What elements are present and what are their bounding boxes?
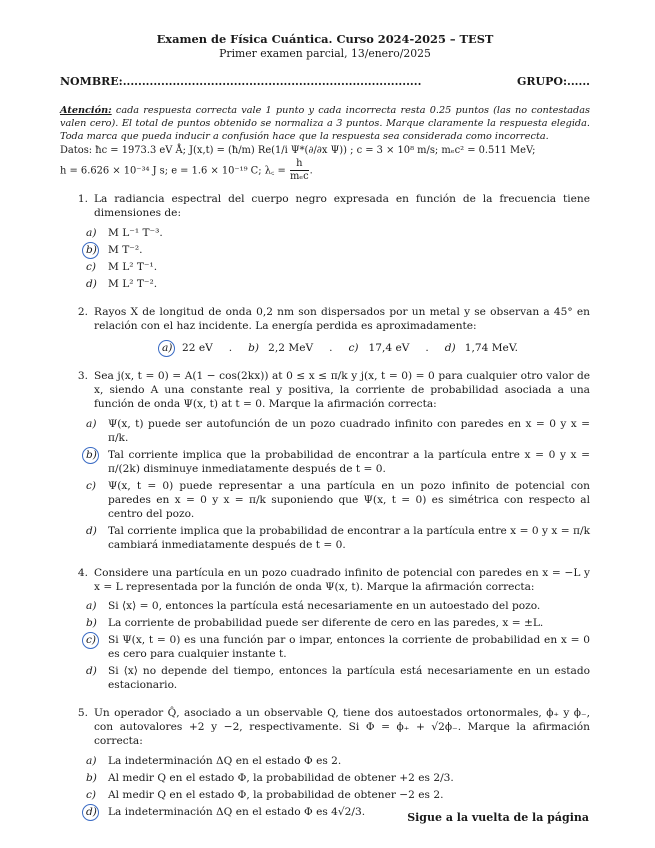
- option-d[interactable]: [86, 665, 590, 693]
- data-line-2-text: h = 6.626 × 10⁻³⁴ J s; e = 1.6 × 10⁻¹⁹ C; λ꜀ =: [60, 165, 289, 177]
- option-c[interactable]: [86, 261, 590, 275]
- option-label: a): [86, 600, 97, 613]
- option-label[interactable]: c): [348, 341, 359, 354]
- option-text: Al medir Q en el estado Φ, la probabilidad de obtener +2 es 2/3.: [108, 772, 454, 785]
- option-label: a): [86, 227, 97, 240]
- question-number: 4.: [77, 566, 88, 579]
- data-line-2: h = 6.626 × 10⁻³⁴ J s; e = 1.6 × 10⁻¹⁹ C; λ꜀ = $\frac{h}{\text{mₑc}}$ .: [60, 158, 313, 183]
- option-label-selected: b): [86, 449, 108, 477]
- options-inline: a) 22 eV . b) 2,2 MeV . c) 17,4 eV . d) 1,74 MeV.: [161, 341, 518, 354]
- question-3: [60, 370, 590, 553]
- option-label: d): [86, 665, 97, 678]
- question-4: [60, 567, 590, 694]
- option-text: Si ⟨x⟩ no depende del tiempo, entonces la partícula está necesariamente en un estado estacionario.: [108, 665, 590, 692]
- option-label: a): [86, 755, 97, 768]
- options-list: [86, 600, 590, 693]
- option-text: Al medir Q en el estado Φ, la probabilidad de obtener −2 es 2.: [108, 789, 444, 802]
- option-text: La corriente de probabilidad puede ser diferente de cero en las paredes, x = ±L.: [108, 617, 544, 630]
- option-label: a): [86, 417, 97, 430]
- option-text: Tal corriente implica que la probabilidad de encontrar a la partícula entre x = 0 y x = π/k cambiará inmediatamente después de t = 0.: [108, 524, 590, 551]
- question-5: [60, 707, 590, 820]
- page-footer: Sigue a la vuelta de la página: [407, 811, 589, 824]
- option-text: Ψ(x, t) puede ser autofunción de un pozo cuadrado infinito con paredes en x = 0 y x = π/k.: [108, 417, 590, 444]
- exam-page: [60, 32, 590, 823]
- option-text: 2,2 MeV: [268, 341, 314, 354]
- question-text: Rayos X de longitud de onda 0,2 nm son dispersados por un metal y se observan a 45° en relación con el haz incidente. La energía perdida es aproximadamente:: [94, 306, 590, 332]
- option-text: Tal corriente implica que la probabilidad de encontrar a la partícula entre x = 0 y x = π/(2k) disminuye inmediatamente después de t = 0.: [108, 448, 590, 475]
- option-text: Ψ(x, t = 0) puede representar a una partícula en un pozo infinito de potencial con paredes en x = 0 y x = π/k suponiendo que Ψ(x, t = 0) es simétrica con respecto al centro del pozo.: [108, 479, 590, 520]
- option-d[interactable]: [86, 525, 590, 553]
- option-b[interactable]: [86, 617, 590, 631]
- option-b[interactable]: [86, 449, 590, 477]
- question-1: [60, 193, 590, 292]
- attention-label: Atención:: [60, 104, 112, 116]
- option-text: 22 eV: [181, 341, 213, 354]
- instructions: [60, 104, 590, 144]
- option-b[interactable]: [86, 244, 590, 258]
- option-label: b): [86, 617, 97, 630]
- question-number: 3.: [77, 369, 88, 382]
- option-label: d): [86, 278, 97, 291]
- option-label-selected: b): [86, 244, 108, 258]
- instructions-text: cada respuesta correcta vale 1 punto y cada incorrecta resta 0.25 puntos (las no contestadas valen cero). El total de puntos obtenido se normaliza a 3 puntos. Marque claramente la respuesta elegida. Toda marca que pueda inducir a confusión hace que la respuesta sea considerada como incorrecta.: [60, 104, 590, 143]
- option-label: c): [86, 789, 97, 802]
- option-label: c): [86, 261, 97, 274]
- option-d[interactable]: [86, 278, 590, 292]
- option-a[interactable]: [86, 227, 590, 241]
- option-text: Si ⟨x⟩ = 0, entonces la partícula está necesariamente en un autoestado del pozo.: [108, 600, 541, 613]
- option-label: c): [86, 479, 97, 492]
- group-field[interactable]: GRUPO:......: [516, 75, 590, 89]
- option-text: La indeterminación ΔQ en el estado Φ es 4√2/3.: [108, 806, 366, 819]
- option-text: Si Ψ(x, t = 0) es una función par o impar, entonces la corriente de probabilidad en x = 0 es cero para cualquier instante t.: [108, 634, 590, 661]
- option-c[interactable]: [86, 634, 590, 662]
- option-text: 17,4 eV: [368, 341, 410, 354]
- compton-fraction: [290, 159, 309, 183]
- name-field[interactable]: NOMBRE:..............................................................................: [60, 75, 422, 89]
- question-2: [60, 306, 590, 356]
- option-a[interactable]: [86, 755, 590, 769]
- option-text: 1,74 MeV.: [464, 341, 518, 354]
- option-label[interactable]: d): [444, 341, 456, 354]
- option-text: M L⁻¹ T⁻³.: [108, 227, 163, 240]
- option-a[interactable]: [86, 600, 590, 614]
- name-group-row: [60, 75, 590, 90]
- option-label: b): [86, 772, 97, 785]
- option-label: d): [86, 524, 97, 537]
- question-text: Considere una partícula en un pozo cuadrado infinito de potencial con paredes en x = −L y x = L representada por la función de onda Ψ(x, t). Marque la afirmación correcta:: [94, 566, 590, 593]
- question-number: 5.: [77, 707, 88, 720]
- data-line-1: Datos: ħc = 1973.3 eV Å; J(x,t) = (ħ/m) Re(1/i Ψ*(∂/∂x Ψ)) ; c = 3 × 10⁸ m/s; mₑc² = 0.511 MeV;: [60, 145, 536, 157]
- option-text: M L² T⁻¹.: [108, 261, 158, 274]
- option-text: La indeterminación ΔQ en el estado Φ es 2.: [108, 755, 342, 768]
- options-list: [86, 227, 590, 292]
- option-text: M T⁻².: [108, 244, 143, 257]
- option-c[interactable]: [86, 480, 590, 522]
- option-c[interactable]: [86, 789, 590, 803]
- option-label-selected: d): [86, 806, 108, 820]
- exam-subtitle: Primer examen parcial, 13/enero/2025: [219, 47, 431, 61]
- question-text: Sea j(x, t = 0) = A(1 − cos(2kx)) at 0 ≤ x ≤ π/k y j(x, t = 0) = 0 para cualquier otro valor de x, siendo A una constante real y positiva, la corriente de probabilidad asociada a una función de onda Ψ(x, t) at t = 0. Marque la afirmación correcta:: [94, 369, 590, 410]
- question-number: 2.: [77, 306, 88, 319]
- exam-title: Examen de Física Cuántica. Curso 2024-2025 – TEST: [156, 32, 494, 46]
- options-list: [86, 418, 590, 553]
- question-text: Un operador Q̂, asociado a un observable Q, tiene dos autoestados ortonormales, ϕ₊ y ϕ₋, con autovalores +2 y −2, respectivamente. Si Φ = ϕ₊ + √2ϕ₋. Marque la afirmación correcta:: [94, 707, 590, 748]
- option-label-selected: c): [86, 634, 108, 662]
- option-text: M L² T⁻².: [108, 278, 158, 291]
- option-a[interactable]: [86, 418, 590, 446]
- fraction-numerator: h: [290, 159, 309, 171]
- fraction-denominator: mₑc: [289, 171, 309, 183]
- question-text: La radiancia espectral del cuerpo negro expresada en función de la frecuencia tiene dimensiones de:: [94, 193, 590, 220]
- question-number: 1.: [77, 193, 88, 206]
- option-b[interactable]: [86, 772, 590, 786]
- option-label[interactable]: b): [248, 341, 260, 354]
- option-label-selected[interactable]: a): [162, 342, 178, 356]
